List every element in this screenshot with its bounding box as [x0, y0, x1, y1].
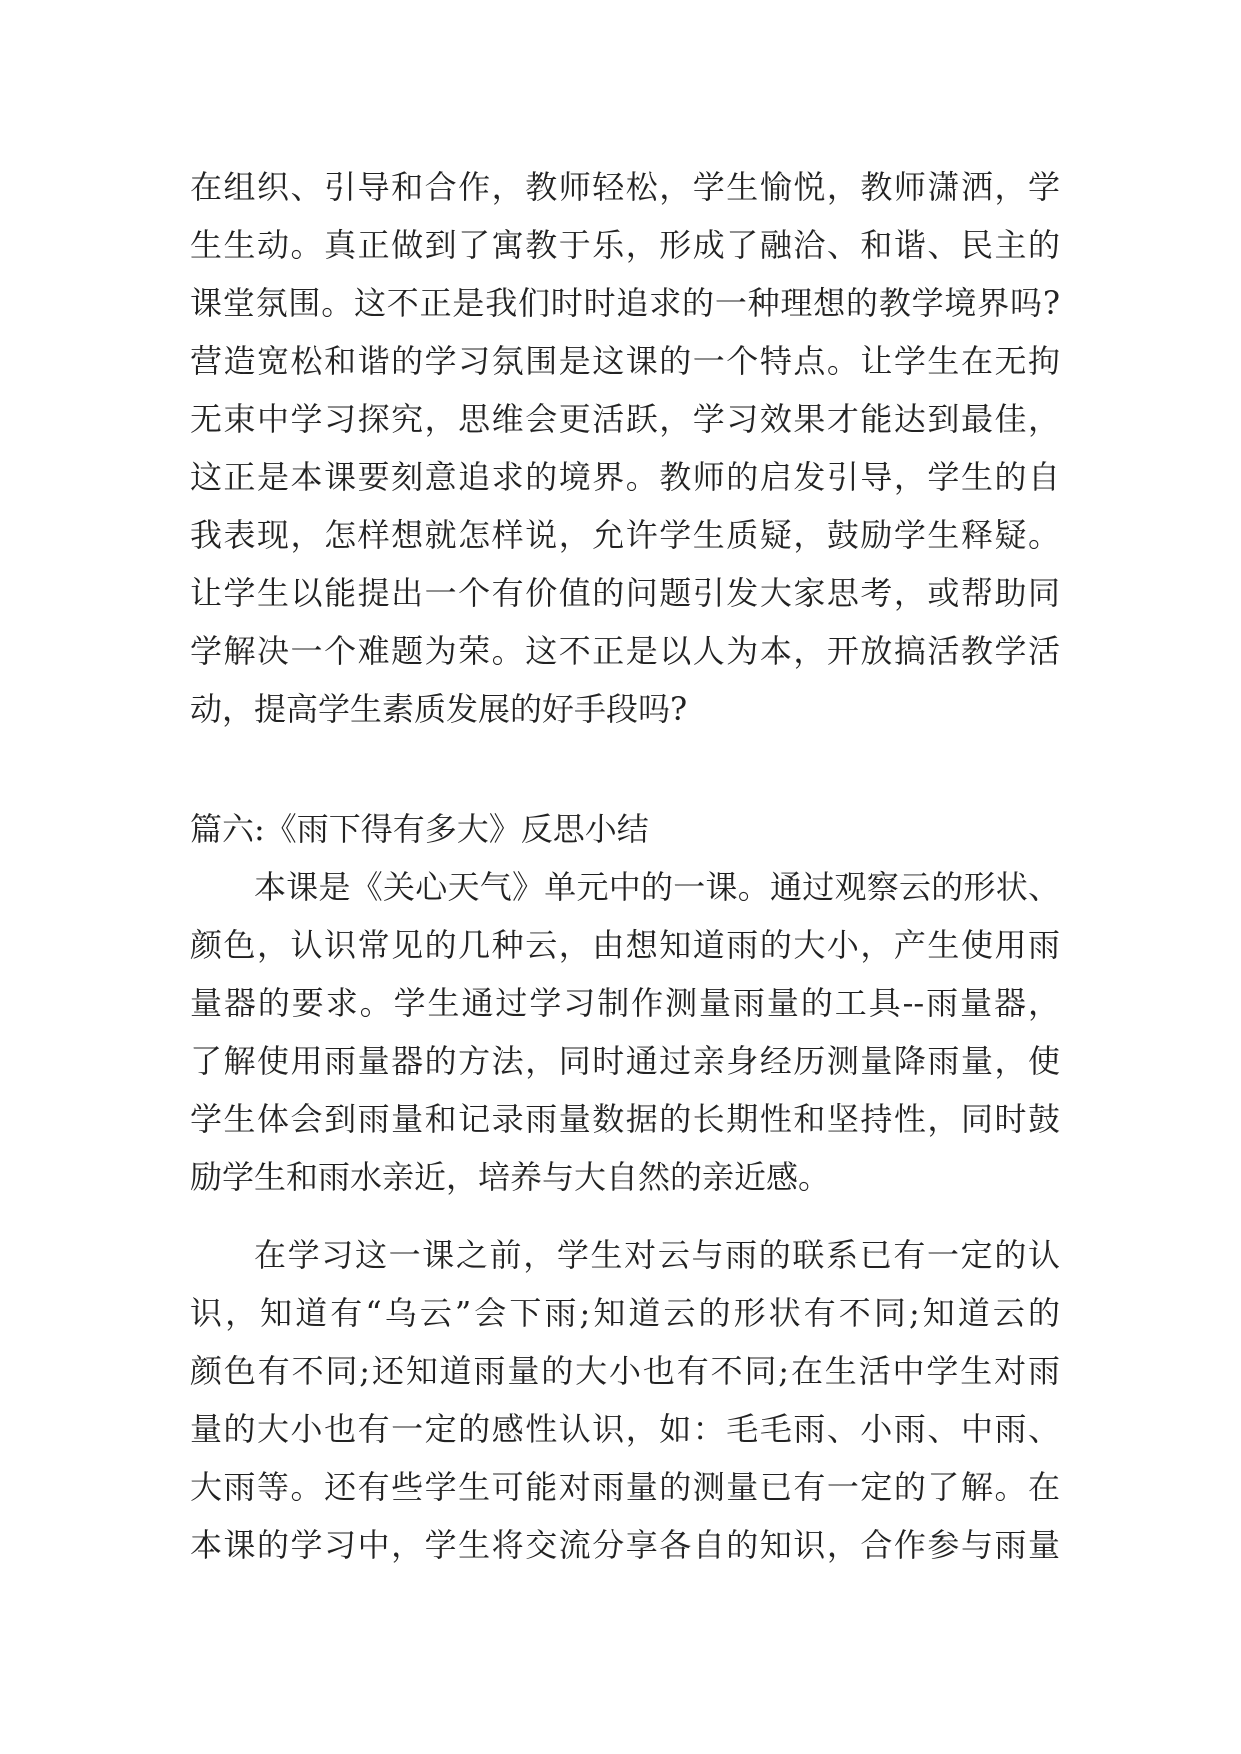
- section-heading: 篇六:《雨下得有多大》反思小结: [190, 810, 649, 848]
- text-line: 我表现，怎样想就怎样说，允许学生质疑，鼓励学生释疑。: [190, 516, 1060, 554]
- text-line: 本课的学习中，学生将交流分享各自的知识，合作参与雨量: [190, 1526, 1060, 1564]
- text-line: 让学生以能提出一个有价值的问题引发大家思考，或帮助同: [190, 574, 1060, 612]
- text-line: 在组织、引导和合作，教师轻松，学生愉悦，教师潇洒，学: [190, 168, 1060, 206]
- text-line: 无束中学习探究，思维会更活跃，学习效果才能达到最佳，: [190, 400, 1060, 438]
- text-line: 励学生和雨水亲近，培养与大自然的亲近感。: [190, 1158, 831, 1196]
- paragraph-continued: [190, 158, 1060, 738]
- text-line: 大雨等。还有些学生可能对雨量的测量已有一定的了解。在: [190, 1468, 1060, 1506]
- text-line: 量器的要求。学生通过学习制作测量雨量的工具--雨量器，: [190, 984, 1060, 1022]
- text-line: 量的大小也有一定的感性认识，如：毛毛雨、小雨、中雨、: [190, 1410, 1060, 1448]
- paragraph-prior-knowledge: [190, 1226, 1060, 1574]
- text-line: 学解决一个难题为荣。这不正是以人为本，开放搞活教学活: [190, 632, 1060, 670]
- text-line: 生生动。真正做到了寓教于乐，形成了融洽、和谐、民主的: [190, 226, 1060, 264]
- text-line: 识，知道有“乌云”会下雨;知道云的形状有不同;知道云的: [190, 1294, 1060, 1332]
- text-line: 营造宽松和谐的学习氛围是这课的一个特点。让学生在无拘: [190, 342, 1060, 380]
- text-line: 本课是《关心天气》单元中的一课。通过观察云的形状、: [254, 868, 1060, 906]
- text-line: 这正是本课要刻意追求的境界。教师的启发引导，学生的自: [190, 458, 1060, 496]
- text-line: 课堂氛围。这不正是我们时时追求的一种理想的教学境界吗?: [190, 284, 1060, 322]
- paragraph-lesson-overview: [190, 858, 1060, 1206]
- text-line: 颜色，认识常见的几种云，由想知道雨的大小，产生使用雨: [190, 926, 1060, 964]
- text-line: 学生体会到雨量和记录雨量数据的长期性和坚持性，同时鼓: [190, 1100, 1060, 1138]
- text-line: 了解使用雨量器的方法，同时通过亲身经历测量降雨量，使: [190, 1042, 1060, 1080]
- text-line: 颜色有不同;还知道雨量的大小也有不同;在生活中学生对雨: [190, 1352, 1060, 1390]
- text-line: 动，提高学生素质发展的好手段吗?: [190, 690, 688, 728]
- text-line: 在学习这一课之前，学生对云与雨的联系已有一定的认: [254, 1236, 1060, 1274]
